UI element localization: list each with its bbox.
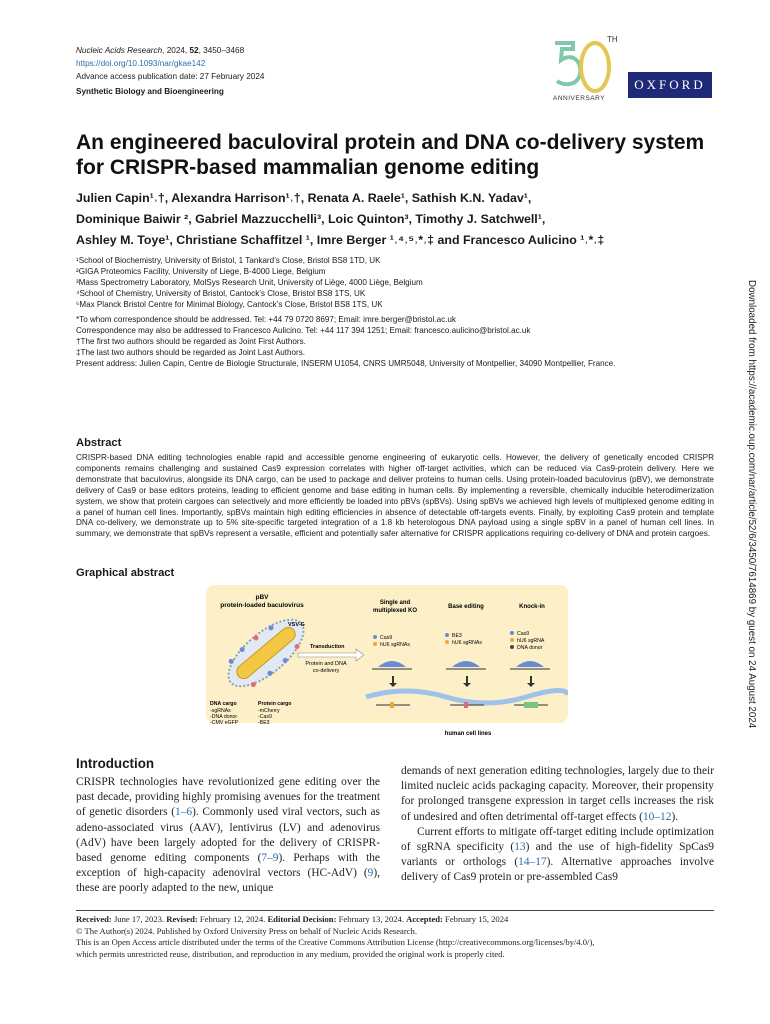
graphical-abstract-figure <box>206 585 568 745</box>
citation-link[interactable]: 9 <box>367 867 374 880</box>
dna-cargo-legend <box>210 701 239 726</box>
affiliation: ²GIGA Proteomics Facility, University of Liege, B-4000 Liege, Belgium <box>76 267 326 276</box>
anniversary-logo <box>549 33 619 103</box>
column-title-ko: Single and <box>379 600 411 606</box>
doi-link[interactable]: https://doi.org/10.1093/nar/gkae142 <box>76 59 206 68</box>
column-title-base-editing: Base editing <box>448 604 484 610</box>
paper-title: An engineered baculoviral protein and DNA co-delivery system for CRISPR-based mammalian genome editing <box>76 131 705 179</box>
citation-link[interactable]: 10–12 <box>642 810 672 823</box>
svg-text:-CMV eGFP: -CMV eGFP <box>210 720 239 726</box>
journal-header <box>76 44 264 98</box>
introduction-column-2 <box>401 764 714 886</box>
citation-link[interactable]: 7–9 <box>261 852 279 865</box>
advance-access-date: Advance access publication date: 27 February 2024 <box>76 72 265 81</box>
anniversary-suffix: TH <box>607 35 618 44</box>
column-title-ko-2: multiplexed KO <box>372 608 418 614</box>
svg-text:Cas9: Cas9 <box>380 635 393 641</box>
citation-link[interactable]: 13 <box>514 841 526 854</box>
citation-link[interactable]: 14–17 <box>518 856 547 869</box>
article-dates: Received: June 17, 2023. Revised: February 12, 2024. Editorial Decision: February 13, 2024. Accepted: February 15, 2024 <box>76 914 509 924</box>
intro-paragraph-1-cont: demands of next generation editing technologies, largely due to their limited nucleic acids packaging capacity. Moreover, their propensity for prolonged transgene expression in target cells increases the risk of undesired and often detrimental off-target effects (10–12). <box>401 765 714 823</box>
pbv-title: pBV <box>255 594 269 601</box>
svg-text:BE3: BE3 <box>452 633 462 639</box>
intro-paragraph-1: CRISPR technologies have revolutionized gene editing over the past decade, providing highly promising avenues for the treatment of genetic disorders (1–6). Commonly used viral vectors, such as adeno-associated virus (AAV), lentivirus (LV) and adenovirus (AdV) have been largely adopted for the delivery of CRISPR-based genome editing components (7–9). Perhaps with the exception of high-capacity adenoviral vectors (HC-AdV) (9), these are poorly adapted to the new, unique <box>76 776 380 895</box>
correspondence-note: *To whom correspondence should be addressed. Tel: +44 79 0720 8697; Email: imre.berger@bristol.ac.uk <box>76 315 456 324</box>
author-line: Julien Capin¹˒†, Alexandra Harrison¹˒†, Renata A. Raele¹, Sathish K.N. Yadav¹, <box>76 191 532 205</box>
abstract-heading: Abstract <box>76 437 122 449</box>
introduction-heading: Introduction <box>76 756 155 771</box>
svg-text:hU6 sgRNA: hU6 sgRNA <box>517 638 545 644</box>
svg-text:DNA cargo: DNA cargo <box>210 701 237 707</box>
svg-text:-DNA donor: -DNA donor <box>210 714 238 720</box>
author-list <box>76 188 726 251</box>
copyright: © The Author(s) 2024. Published by Oxford University Press on behalf of Nucleic Acids Research. <box>76 925 417 936</box>
column-title-knock-in: Knock-in <box>519 604 545 610</box>
introduction-column-1 <box>76 775 380 897</box>
present-address: Present address: Julien Capin, Centre de Biologie Structurale, INSERM U1054, CNRS UMR5048, University of Montpellier, 34090 Montpellier, France. <box>76 359 616 368</box>
svg-text:hU6 sgRNAs: hU6 sgRNAs <box>452 640 482 646</box>
svg-text:hU6 sgRNAs: hU6 sgRNAs <box>380 642 410 648</box>
svg-text:Protein cargo: Protein cargo <box>258 701 292 707</box>
svg-text:Cas9: Cas9 <box>517 631 530 637</box>
oxford-logo: OXFORD <box>628 72 712 98</box>
license-line-1: This is an Open Access article distributed under the terms of the Creative Commons Attribution License (http://creativecommons.org/licenses/by/4.0/), <box>76 937 595 948</box>
download-note[interactable]: Downloaded from https://academic.oup.com/nar/article/52/6/3450/7614869 by guest on 24 August 2024 <box>746 280 757 729</box>
svg-text:-BE3: -BE3 <box>258 720 270 726</box>
pbv-subtitle: protein-loaded baculovirus <box>220 602 304 609</box>
author-line: Dominique Baiwir ², Gabriel Mazzucchelli³, Loic Quinton³, Timothy J. Satchwell¹, <box>76 212 546 226</box>
anniversary-label: ANNIVERSARY <box>553 95 605 102</box>
affiliation: ³Mass Spectrometry Laboratory, MolSys Research Unit, University of Liège, 4000 Liège, Belgium <box>76 278 423 287</box>
joint-first-note: †The first two authors should be regarded as Joint First Authors. <box>76 337 306 346</box>
svg-text:DNA donor: DNA donor <box>517 645 543 651</box>
cell-lines-label: human cell lines <box>444 731 492 737</box>
joint-last-note: ‡The last two authors should be regarded as Joint Last Authors. <box>76 348 306 357</box>
article-footer <box>76 914 716 960</box>
citation-line: Nucleic Acids Research, 2024, 52, 3450–3468 <box>76 46 245 55</box>
svg-text:-mCherry: -mCherry <box>258 708 280 714</box>
svg-text:-sgRNAs: -sgRNAs <box>210 708 231 714</box>
svg-text:-Cas9: -Cas9 <box>258 714 272 720</box>
affiliation: ¹School of Biochemistry, University of Bristol, 1 Tankard’s Close, Bristol BS8 1TD, UK <box>76 256 381 265</box>
author-line: Ashley M. Toye¹, Christiane Schaffitzel ¹, Imre Berger ¹˒⁴˒⁵˒*˒‡ and Francesco Aulicino ¹˒*˒‡ <box>76 233 605 247</box>
license-line-2: which permits unrestricted reuse, distribution, and reproduction in any medium, provided the original work is properly cited. <box>76 948 505 959</box>
affiliation: ⁵Max Planck Bristol Centre for Minimal Biology, Cantock’s Close, Bristol BS8 1TS, UK <box>76 300 383 309</box>
section-label: Synthetic Biology and Bioengineering <box>76 87 224 96</box>
correspondence-note: Correspondence may also be addressed to Francesco Aulicino. Tel: +44 117 394 1251; Email: francesco.aulicino@bristol.ac.uk <box>76 326 531 335</box>
intro-paragraph-2: Current efforts to mitigate off-target editing include optimization of sgRNA specificity (13) and the use of high-fidelity SpCas9 variants or orthologs (14–17). Alternative approaches involve delivery of Cas9 protein or pre-assembled Cas9 <box>401 825 714 884</box>
footer-divider <box>76 910 714 911</box>
codelivery-label-1: Protein and DNA <box>305 661 347 667</box>
graphical-abstract-heading: Graphical abstract <box>76 567 175 579</box>
vsvg-label: VSV-G <box>288 622 305 628</box>
codelivery-label-2: co-delivery <box>312 668 340 674</box>
abstract-text: CRISPR-based DNA editing technologies enable rapid and accessible genome engineering of eukaryotic cells. However, the delivery of genetically encoded CRISPR components remains challenging and sustained Cas9 expression correlates with higher off-target activities, which can be reduced via Cas9-protein delivery. Here we demonstrate that baculovirus, alongside its DNA cargo, can be used to package and deliver proteins to human cells. Using protein-loaded baculovirus (pBV), we demonstrate delivery of Cas9 or base editors proteins, leading to efficient genome and base editing in human cells. By implementing a reversible, chemically inducible heterodimerization system, we show that protein cargoes can selectively and more efficiently be loaded into pBVs (spBVs). Using spBVs we achieved high levels of multiplexed genome editing in a panel of human cell lines. Importantly, spBVs maintain high editing efficiencies in absence of detectable off-targets events. Finally, by exploiting Cas9 protein and template DNA co-delivery, we demonstrate up to 5% site-specific targeted integration of a 1.8 kb heterologous DNA payload using a single spBV in a panel of human cell lines. In summary, we demonstrate that spBVs represent a versatile, efficient and potentially safer alternative for CRISPR applications requiring co-delivery of DNA and protein cargoes. <box>76 453 714 539</box>
affiliations <box>76 255 716 369</box>
citation-link[interactable]: 1–6 <box>175 806 193 819</box>
transduction-label: Transduction <box>310 644 345 650</box>
affiliation: ⁴School of Chemistry, University of Bristol, Cantock’s Close, Bristol BS8 1TS, UK <box>76 289 366 298</box>
